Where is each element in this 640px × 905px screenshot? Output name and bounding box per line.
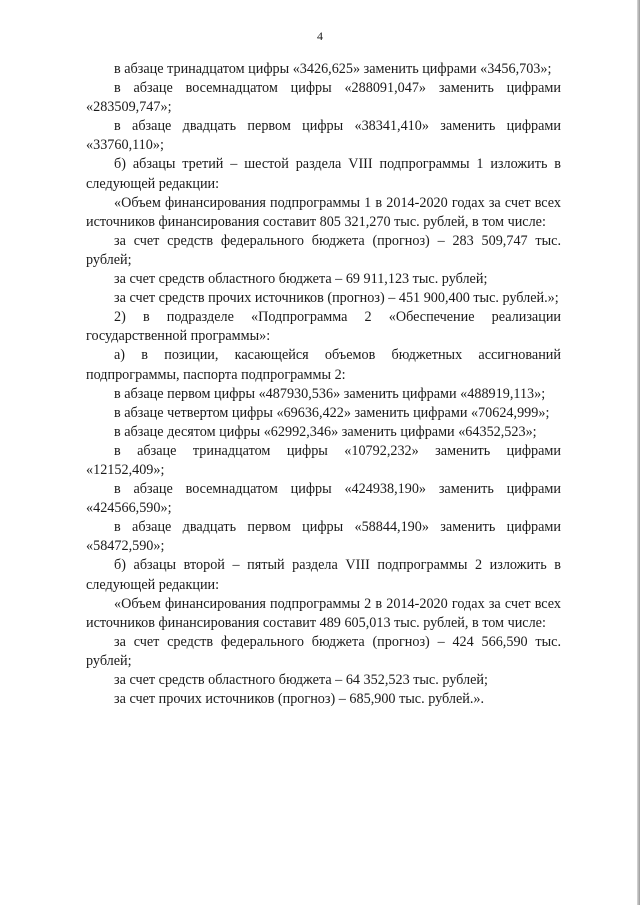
- document-body: [86, 60, 561, 709]
- paragraph: а) в позиции, касающейся объемов бюджетных ассигнований подпрограммы, паспорта подпрограммы 2:: [86, 347, 561, 383]
- paragraph: б) абзацы третий – шестой раздела VIII подпрограммы 1 изложить в следующей редакции:: [86, 156, 561, 192]
- paragraph: в абзаце тринадцатом цифры «10792,232» заменить цифрами «12152,409»;: [86, 442, 561, 478]
- page-number: 4: [317, 29, 323, 43]
- paragraph: «Объем финансирования подпрограммы 2 в 2014-2020 годах за счет всех источников финансирования составит 489 605,013 тыс. рублей, в том числе:: [86, 595, 561, 631]
- paragraph: за счет средств областного бюджета – 69 911,123 тыс. рублей;: [114, 271, 488, 288]
- paragraph: за счет прочих источников (прогноз) – 685,900 тыс. рублей.».: [114, 691, 485, 708]
- paragraph: б) абзацы второй – пятый раздела VIII подпрограммы 2 изложить в следующей редакции:: [86, 557, 561, 593]
- paragraph: 2) в подразделе «Подпрограмма 2 «Обеспечение реализации государственной программы»:: [86, 309, 561, 345]
- paragraph: в абзаце первом цифры «487930,536» заменить цифрами «488919,113»;: [114, 385, 546, 402]
- paragraph: в абзаце четвертом цифры «69636,422» заменить цифрами «70624,999»;: [114, 404, 550, 421]
- paragraph: за счет средств федерального бюджета (прогноз) – 424 566,590 тыс. рублей;: [86, 633, 561, 669]
- paragraph: в абзаце восемнадцатом цифры «424938,190» заменить цифрами «424566,590»;: [86, 481, 561, 517]
- paragraph: за счет средств областного бюджета – 64 352,523 тыс. рублей;: [114, 672, 488, 688]
- paragraph: «Объем финансирования подпрограммы 1 в 2014-2020 годах за счет всех источников финансирования составит 805 321,270 тыс. рублей, в том числе:: [86, 194, 561, 230]
- paragraph: в абзаце восемнадцатом цифры «288091,047» заменить цифрами «283509,747»;: [86, 80, 561, 116]
- paragraph: в абзаце десятом цифры «62992,346» заменить цифрами «64352,523»;: [114, 423, 537, 440]
- paragraph: в абзаце тринадцатом цифры «3426,625» заменить цифрами «3456,703»;: [114, 61, 552, 77]
- paragraph: в абзаце двадцать первом цифры «38341,410» заменить цифрами «33760,110»;: [86, 118, 561, 154]
- paragraph: в абзаце двадцать первом цифры «58844,190» заменить цифрами «58472,590»;: [86, 519, 561, 555]
- paragraph: за счет средств федерального бюджета (прогноз) – 283 509,747 тыс. рублей;: [86, 232, 561, 268]
- paragraph: за счет средств прочих источников (прогноз) – 451 900,400 тыс. рублей.»;: [114, 290, 559, 307]
